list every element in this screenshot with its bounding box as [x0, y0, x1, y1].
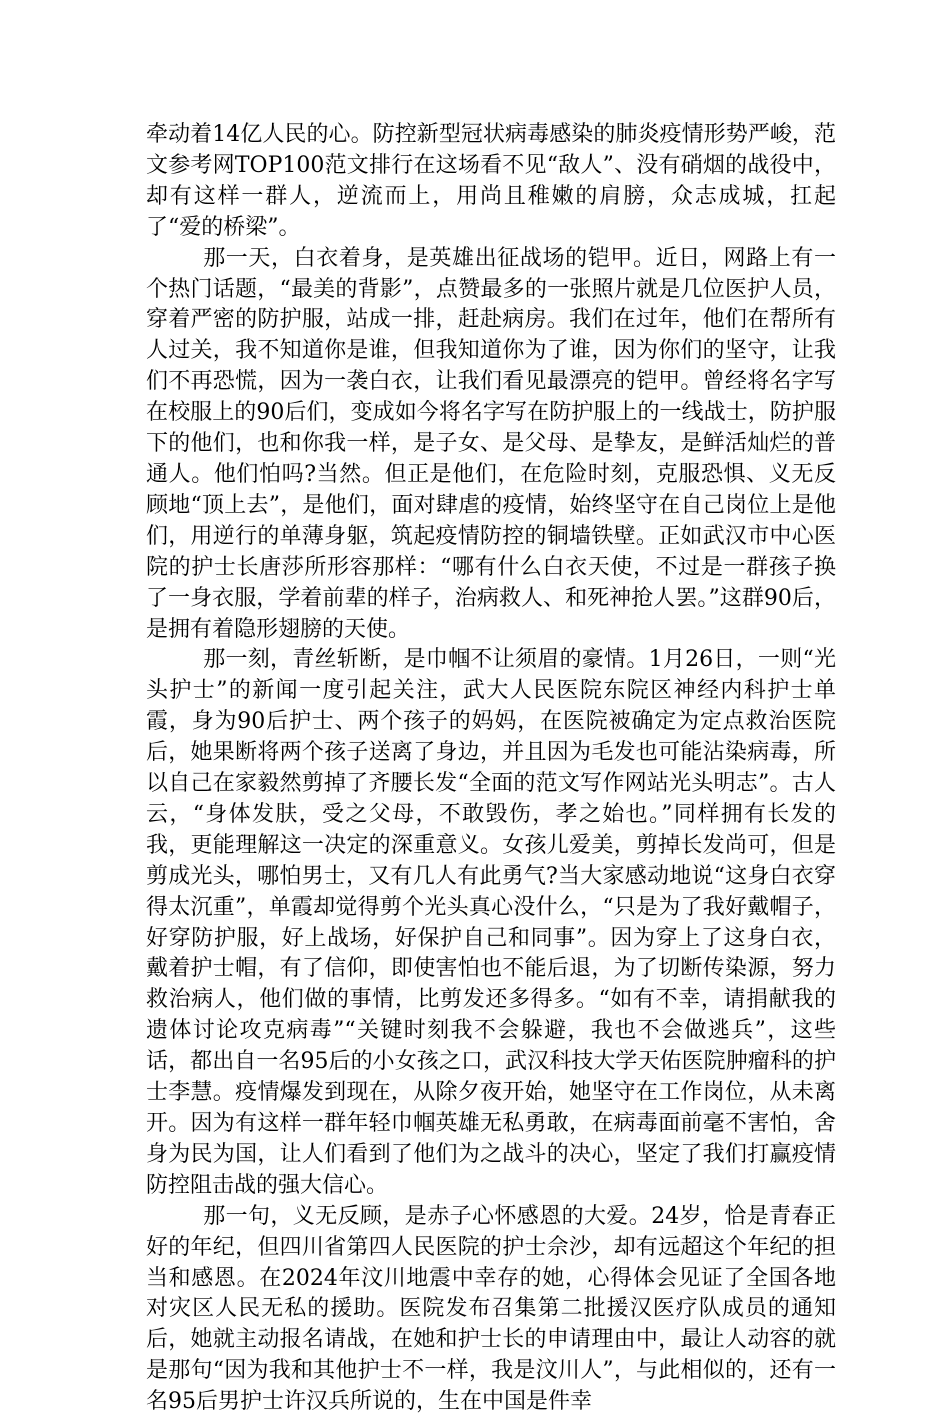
paragraph-white-coat: 那一天，白衣着身，是英雄出征战场的铠甲。近日，网路上有一个热门话题，“最美的背影”，点赞最多的一张照片就是几位医护人员，穿着严密的防护服，站成一排，赶赴病房。我们在过年，他们在帮所有人过关，我不知道你是谁，但我知道你为了谁，因为你们的坚守，让我们不再恐慌，因为一袭白衣，让我们看见最漂亮的铠甲。曾经将名字写在校服上的90后们，变成如今将名字写在防护服上的一线战士，防护服下的他们，也和你我一样，是子女、是父母、是挚友，是鲜活灿烂的普通人。他们怕吗?当然。但正是他们，在危险时刻，克服恐惧、义无反顾地“顶上去”，是他们，面对肆虐的疫情，始终坚守在自己岗位上是他们，用逆行的单薄身躯，筑起疫情防控的铜墙铁壁。正如武汉市中心医院的护士长唐莎所形容那样：“哪有什么白衣天使，不过是一群孩子换了一身衣服，学着前辈的样子，治病救人、和死神抢人罢。”这群90后，是拥有着隐形翅膀的天使。: [146, 245, 836, 642]
paragraph-shaved-head: 那一刻，青丝斩断，是巾帼不让须眉的豪情。1月26日，一则“光头护士”的新闻一度引起关注，武大人民医院东院区神经内科护士单霞，身为90后护士、两个孩子的妈妈，在医院被确定为定点救治医院后，她果断将两个孩子送离了身边，并且因为毛发也可能沾染病毒，所以自己在家毅然剪掉了齐腰长发“全面的范文写作网站光头明志”。古人云，“身体发肤，受之父母，不敢毁伤，孝之始也。”同样拥有长发的我，更能理解这一决定的深重意义。女孩儿爱美，剪掉长发尚可，但是剪成光头，哪怕男士，又有几人有此勇气?当大家感动地说“这身白衣穿得太沉重”，单霞却觉得剪个光头真心没什么，“只是为了我好戴帽子，好穿防护服，好上战场，好保护自己和同事”。因为穿上了这身白衣，戴着护士帽，有了信仰，即使害怕也不能后退，为了切断传染源，努力救治病人，他们做的事情，比剪发还多得多。“如有不幸，请捐献我的遗体讨论攻克病毒”“关键时刻我不会躲避，我也不会做逃兵”，这些话，都出自一名95后的小女孩之口，武汉科技大学天佑医院肿瘤科的护士李慧。疫情爆发到现在，从除夕夜开始，她坚守在工作岗位，从未离开。因为有这样一群年轻巾帼英雄无私勇敢，在病毒面前毫不害怕，舍身为民为国，让人们看到了他们为之战斗的决心，坚定了我们打赢疫情防控阻击战的强大信心。: [146, 647, 836, 1198]
paragraph-continuation: 牵动着14亿人民的心。防控新型冠状病毒感染的肺炎疫情形势严峻，范文参考网TOP100范文排行在这场看不见“敌人”、没有硝烟的战役中，却有这样一群人，逆流而上，用尚且稚嫩的肩膀，众志成城，扛起了“爱的桥梁”。: [146, 122, 837, 240]
article-body: [146, 120, 836, 1418]
paragraph-gratitude: 那一句，义无反顾，是赤子心怀感恩的大爱。24岁，恰是青春正好的年纪，但四川省第四人民医院的护士佘沙，却有远超这个年纪的担当和感恩。在2024年汶川地震中幸存的她，心得体会见证了全国各地对灾区人民无私的援助。医院发布召集第二批援汉医疗队成员的通知后，她就主动报名请战，在她和护士长的申请理由中，最让人动容的就是那句“因为我和其他护士不一样，我是汶川人”，与此相似的，还有一名95后男护士许汉兵所说的，生在中国是件幸: [146, 1203, 836, 1415]
